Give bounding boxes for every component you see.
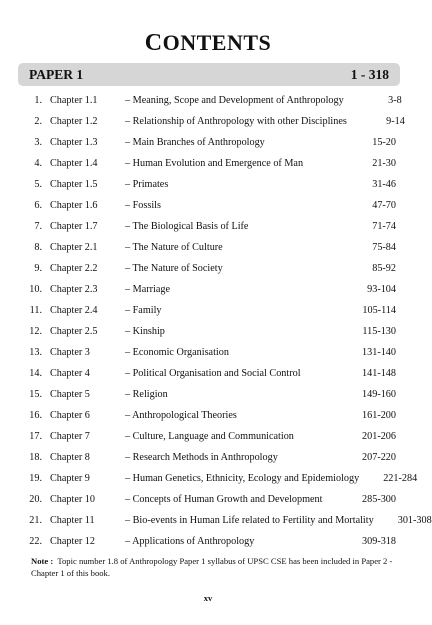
paper-page-range: 1 - 318 xyxy=(350,66,389,82)
contents-entry xyxy=(22,90,402,111)
entry-topic: – Religion xyxy=(125,389,168,400)
entry-topic: – Meaning, Scope and Development of Anthropology xyxy=(125,95,344,106)
entry-topic: – Marriage xyxy=(125,284,170,295)
contents-entry xyxy=(22,195,396,216)
entry-topic: – Anthropological Theories xyxy=(125,410,237,421)
entry-pages: 149-160 xyxy=(362,389,396,400)
entry-pages: 9-14 xyxy=(386,116,405,127)
entry-number: 16. xyxy=(29,410,42,421)
entry-number: 19. xyxy=(29,473,42,484)
entry-topic: – The Nature of Society xyxy=(125,263,223,274)
entry-pages: 71-74 xyxy=(372,221,396,232)
entry-pages: 47-70 xyxy=(372,200,396,211)
entry-number: 9. xyxy=(34,263,42,274)
entry-chapter: Chapter 7 xyxy=(50,431,90,442)
entry-number: 11. xyxy=(29,305,42,316)
entry-number: 3. xyxy=(34,137,42,148)
footnote-text: Topic number 1.8 of Anthropology Paper 1 syllabus of UPSC CSE has been included in Paper 2 - Chapter 1 of this book. xyxy=(31,556,393,578)
contents-entry xyxy=(22,363,396,384)
entry-chapter: Chapter 2.1 xyxy=(50,242,98,253)
contents-entry xyxy=(22,300,396,321)
entry-pages: 3-8 xyxy=(388,95,402,106)
entry-number: 13. xyxy=(29,347,42,358)
entry-chapter: Chapter 2.3 xyxy=(50,284,98,295)
entry-number: 6. xyxy=(34,200,42,211)
entry-chapter: Chapter 1.2 xyxy=(50,116,98,127)
entry-number: 1. xyxy=(34,95,42,106)
contents-entry xyxy=(22,468,418,489)
entry-number: 15. xyxy=(29,389,42,400)
entry-number: 10. xyxy=(29,284,42,295)
entry-chapter: Chapter 1.1 xyxy=(50,95,98,106)
entry-pages: 21-30 xyxy=(372,158,396,169)
page-number: xv xyxy=(203,593,213,603)
entry-topic: – Culture, Language and Communication xyxy=(125,431,294,442)
entry-pages: 221-284 xyxy=(383,473,418,484)
entry-pages: 131-140 xyxy=(362,347,396,358)
entry-chapter: Chapter 5 xyxy=(50,389,90,400)
entry-number: 17. xyxy=(29,431,42,442)
entry-chapter: Chapter 2.5 xyxy=(50,326,98,337)
entry-chapter: Chapter 3 xyxy=(50,347,90,358)
entry-pages: 75-84 xyxy=(372,242,396,253)
entry-topic: – Concepts of Human Growth and Development xyxy=(125,494,323,505)
paper-label: PAPER 1 xyxy=(29,66,84,82)
entry-pages: 201-206 xyxy=(362,431,396,442)
entry-number: 4. xyxy=(34,158,42,169)
page-title xyxy=(0,30,416,57)
entry-pages: 285-300 xyxy=(362,494,396,505)
entry-number: 18. xyxy=(29,452,42,463)
entry-chapter: Chapter 2.4 xyxy=(50,305,98,316)
entry-chapter: Chapter 8 xyxy=(50,452,90,463)
contents-entry xyxy=(22,111,405,132)
contents-entry xyxy=(22,426,396,447)
contents-entry xyxy=(22,489,396,510)
entry-pages: 301-308 xyxy=(397,515,432,526)
entry-pages: 115-130 xyxy=(362,326,396,337)
contents-entry xyxy=(22,510,432,531)
contents-entry xyxy=(22,153,396,174)
entry-number: 20. xyxy=(29,494,42,505)
entry-topic: – The Biological Basis of Life xyxy=(125,221,249,232)
entry-chapter: Chapter 4 xyxy=(50,368,90,379)
footnote xyxy=(31,555,393,579)
entry-number: 12. xyxy=(29,326,42,337)
entry-chapter: Chapter 9 xyxy=(50,473,90,484)
entry-chapter: Chapter 1.4 xyxy=(50,158,98,169)
contents-entry xyxy=(22,174,396,195)
entry-chapter: Chapter 6 xyxy=(50,410,90,421)
entry-topic: – Human Genetics, Ethnicity, Ecology and Epidemiology xyxy=(125,473,360,484)
entry-topic: – Human Evolution and Emergence of Man xyxy=(125,158,304,169)
entry-topic: – Political Organisation and Social Control xyxy=(125,368,301,379)
contents-entry xyxy=(22,216,396,237)
entry-chapter: Chapter 1.5 xyxy=(50,179,98,190)
entry-topic: – Family xyxy=(125,305,162,316)
entry-topic: – Research Methods in Anthropology xyxy=(125,452,278,463)
entry-number: 5. xyxy=(34,179,42,190)
entry-number: 14. xyxy=(29,368,42,379)
contents-entry xyxy=(22,342,396,363)
page-title-initial: C xyxy=(144,30,163,56)
entry-chapter: Chapter 10 xyxy=(50,494,95,505)
entry-pages: 15-20 xyxy=(372,137,396,148)
contents-entry xyxy=(22,258,396,279)
contents-entry xyxy=(22,405,396,426)
contents-entry xyxy=(22,132,396,153)
page-title-rest: ONTENTS xyxy=(162,30,272,55)
entry-number: 2. xyxy=(34,116,42,127)
entry-chapter: Chapter 2.2 xyxy=(50,263,98,274)
entry-pages: 85-92 xyxy=(372,263,396,274)
contents-entry xyxy=(22,321,396,342)
contents-entry xyxy=(22,279,396,300)
paper-header-bar xyxy=(18,63,400,86)
entry-chapter: Chapter 1.6 xyxy=(50,200,98,211)
entry-topic: – Primates xyxy=(125,179,169,190)
contents-entry xyxy=(22,384,396,405)
footnote-label: Note : xyxy=(31,556,54,566)
contents-entry xyxy=(22,447,396,468)
entry-chapter: Chapter 1.7 xyxy=(50,221,98,232)
entry-pages: 105-114 xyxy=(362,305,396,316)
entry-pages: 31-46 xyxy=(372,179,396,190)
contents-list xyxy=(22,90,432,552)
entry-topic: – Fossils xyxy=(125,200,161,211)
entry-pages: 309-318 xyxy=(362,536,396,547)
entry-number: 7. xyxy=(34,221,42,232)
entry-topic: – Applications of Anthropology xyxy=(125,536,255,547)
entry-topic: – Relationship of Anthropology with other Disciplines xyxy=(125,116,347,127)
entry-topic: – The Nature of Culture xyxy=(125,242,223,253)
entry-topic: – Main Branches of Anthropology xyxy=(125,137,265,148)
entry-topic: – Kinship xyxy=(125,326,165,337)
contents-entry xyxy=(22,237,396,258)
entry-chapter: Chapter 1.3 xyxy=(50,137,98,148)
contents-entry xyxy=(22,531,396,552)
entry-number: 22. xyxy=(29,536,42,547)
entry-topic: – Bio-events in Human Life related to Fertility and Mortality xyxy=(125,515,374,526)
entry-chapter: Chapter 11 xyxy=(50,515,95,526)
entry-chapter: Chapter 12 xyxy=(50,536,95,547)
entry-number: 21. xyxy=(29,515,42,526)
entry-pages: 161-200 xyxy=(362,410,396,421)
entry-pages: 93-104 xyxy=(367,284,396,295)
entry-topic: – Economic Organisation xyxy=(125,347,229,358)
entry-pages: 207-220 xyxy=(362,452,396,463)
entry-pages: 141-148 xyxy=(362,368,396,379)
entry-number: 8. xyxy=(34,242,42,253)
